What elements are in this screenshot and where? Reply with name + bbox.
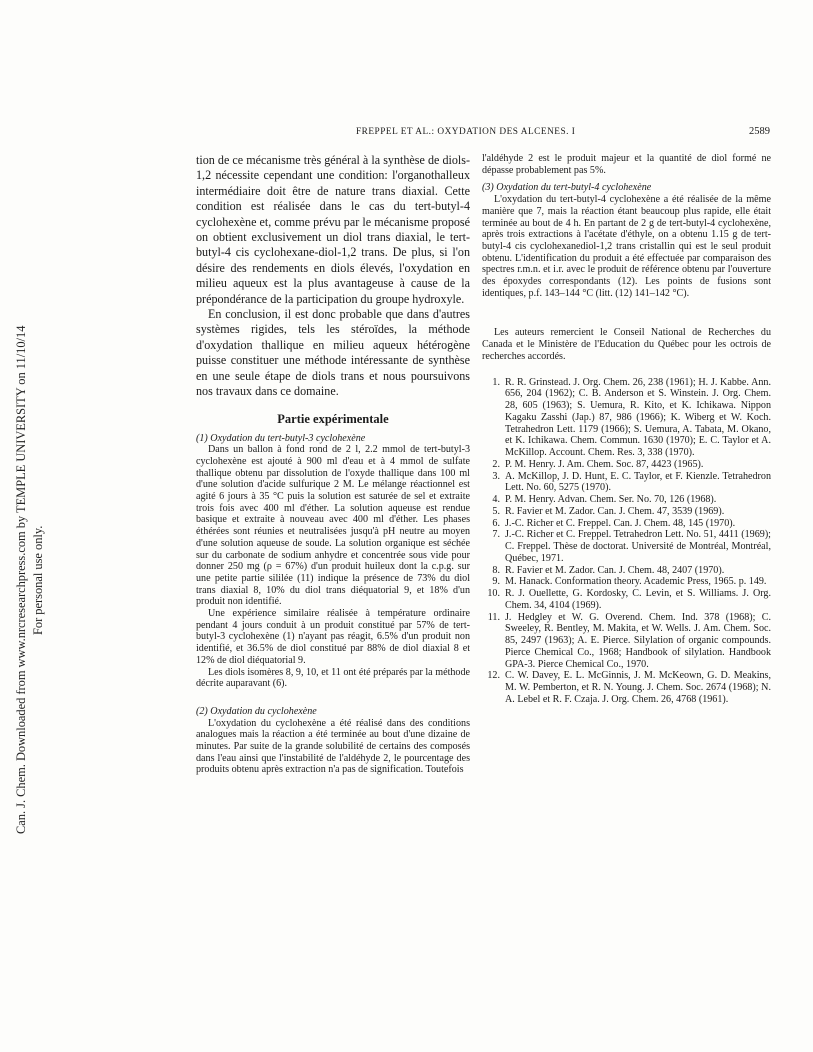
reference-number: 7. bbox=[492, 529, 500, 541]
reference-number: 1. bbox=[492, 376, 500, 388]
reference-text: R. Favier et M. Zador. Can. J. Chem. 47, 3539 (1969). bbox=[505, 505, 725, 517]
reference-item bbox=[482, 459, 771, 471]
reference-item bbox=[482, 506, 771, 518]
subsection-2-continuation: l'aldéhyde 2 est le produit majeur et la quantité de diol formé ne dépasse probablement pas 5%. bbox=[482, 153, 771, 176]
acknowledgement: Les auteurs remercient le Conseil National de Recherches du Canada et le Ministère de l'Education du Québec pour les octrois de recherches accordés. bbox=[482, 327, 771, 362]
section-heading-experimental: Partie expérimentale bbox=[277, 411, 389, 426]
reference-number: 11. bbox=[487, 611, 500, 623]
reference-number: 10. bbox=[487, 588, 500, 600]
left-column bbox=[196, 153, 470, 776]
reference-text: M. Hanack. Conformation theory. Academic Press, 1965. p. 149. bbox=[505, 576, 767, 588]
reference-item bbox=[482, 588, 771, 612]
reference-text: C. W. Davey, E. L. McGinnis, J. M. McKeown, G. D. Meakins, M. W. Pemberton, et R. N. Young. J. Chem. Soc. 2674 (1968); N. A. Lebel et R. F. Czaja. J. Org. Chem. 26, 4768 (1961). bbox=[505, 670, 771, 705]
reference-item bbox=[482, 612, 771, 671]
reference-text: J.-C. Richer et C. Freppel. Tetrahedron Lett. No. 51, 4411 (1969); C. Freppel. Thèse de doctorat. Université de Montréal, Montréal, Québec, 1971. bbox=[505, 529, 771, 564]
reference-item bbox=[482, 670, 771, 705]
page-number: 2589 bbox=[749, 126, 770, 137]
reference-item bbox=[482, 529, 771, 564]
running-title: FREPPEL ET AL.: OXYDATION DES ALCENES. I bbox=[356, 127, 576, 137]
reference-number: 3. bbox=[492, 470, 500, 482]
subsection-1-paragraph-2: Une expérience similaire réalisée à température ordinaire pendant 4 jours conduit à un produit constitué par 57% de tert-butyl-3 cyclohexène (1) n'ayant pas réagit, 6.5% d'un produit non identifié, et 36.5% de diol constitué par 88% de diol diaxial 8 et 12% de diol diéquatorial 9. bbox=[196, 608, 470, 666]
reference-number: 6. bbox=[492, 517, 500, 529]
subsection-heading-1: (1) Oxydation du tert-butyl-3 cyclohexène bbox=[196, 432, 366, 444]
subsection-2-paragraph-1: L'oxydation du cyclohexène a été réalisé dans des conditions analogues mais la réaction a été terminée au bout d'une dizaine de minutes. Par suite de la grande solubilité de certains des composés dans l'eau ainsi que l'instabilité de l'aldéhyde 2, le pourcentage des produits obtenu après extraction n'a pas de signification. Toutefois bbox=[196, 717, 470, 776]
reference-item bbox=[482, 576, 771, 588]
subsection-1-paragraph-1: Dans un ballon à fond rond de 2 l, 2.2 mmol de tert-butyl-3 cyclohexène est ajouté à 900 ml d'eau et à 4 mmol de sulfate thallique obtenu par dissolution de l'oxyde thallique dans 100 ml d'une solution d'acide sulfurique 2 M. Le mélange réactionnel est agité 6 jours à 35 °C puis la solution est saturée de sel et extraite trois fois avec 400 ml d'éther. La solution aqueuse est rendue basique et extraite à nouveau avec 400 ml d'éther. Les phases éthérées sont réunies et neutralisées jusqu'à pH neutre au moyen d'une solution aqueuse de soude. La solution organique est séchée sur du carbonate de sodium anhydre et concentrée sous vide pour donner 250 mg (ρ = 67%) d'un produit huileux dont la c.p.g. sur une petite partie sililée (11) indique la présence de 73% du diol trans diaxial 8, 10% du diol trans diéquatorial 9, et 18% d'un produit non identifié. bbox=[196, 444, 470, 608]
reference-text: J.-C. Richer et C. Freppel. Can. J. Chem. 48, 145 (1970). bbox=[505, 517, 736, 529]
reference-item bbox=[482, 565, 771, 577]
reference-text: P. M. Henry. J. Am. Chem. Soc. 87, 4423 (1965). bbox=[505, 458, 704, 470]
subsection-1-paragraph-3: Les diols isomères 8, 9, 10, et 11 ont été préparés par la méthode décrite auparavant (6). bbox=[196, 666, 470, 690]
subsection-heading-3: (3) Oxydation du tert-butyl-4 cyclohexène bbox=[482, 182, 652, 194]
intro-paragraph: tion de ce mécanisme très général à la synthèse de diols-1,2 nécessite cependant une condition: l'organothalleux intermédiaire doit être de nature trans diaxial. Cette condition est réalisée dans le cas du tert-butyl-4 cyclohexène et, comme prévu par le mécanisme proposé on obtient exclusivement un diol trans diaxial, le tert-butyl-4 cis cyclohexane-diol-1,2 trans. De plus, si l'on désire des rendements en diols élevés, l'oxydation en milieu aqueux est la plus avantageuse à cause de la prépondérance de la participation du groupe hydroxyle. bbox=[196, 153, 470, 306]
subsection-heading-2: (2) Oxydation du cyclohexène bbox=[196, 705, 317, 717]
page-header bbox=[196, 127, 770, 141]
reference-list bbox=[482, 377, 771, 706]
reference-text: P. M. Henry. Advan. Chem. Ser. No. 70, 126 (1968). bbox=[505, 494, 717, 506]
reference-item bbox=[482, 471, 771, 495]
download-watermark bbox=[2, 150, 58, 1010]
reference-text: J. Hedgley et W. G. Overend. Chem. Ind. 378 (1968); C. Sweeley, R. Bentley, M. Makita, et W. Wells. J. Am. Chem. Soc. 85, 2497 (1963); A. E. Pierce. Silylation of organic compounds. Pierce Chemical Co., 1968; Handbook of silylation. Handbook GPA-3. Pierce Chemical Co., 1970. bbox=[505, 611, 771, 670]
reference-text: A. McKillop, J. D. Hunt, E. C. Taylor, et F. Kienzle. Tetrahedron Lett. No. 60, 5275 (1970). bbox=[505, 470, 771, 494]
reference-item bbox=[482, 518, 771, 530]
subsection-3-paragraph-1: L'oxydation du tert-butyl-4 cyclohexène a été réalisée de la même manière que 7, mais la réaction étant beaucoup plus rapide, elle était terminée au bout de 4 h. En partant de 2 g de tert-butyl-4 cyclohexène, après trois extractions à l'acétate d'éthyle, on a obtenu 1.15 g de tert-butyl-4 cis cyclohexanediol-1,2 trans cristallin qui est le seul produit obtenu. L'identification du produit a été effectuée par comparaison des spectres r.m.n. et i.r. avec le produit de référence obtenu par l'ouverture des époxydes correspondants (12). Les points de fusions sont identiques, p.f. 143–144 °C (litt. (12) 141–142 °C). bbox=[482, 194, 771, 299]
watermark-line-2: For personal use only. bbox=[31, 525, 45, 635]
reference-text: R. Favier et M. Zador. Can. J. Chem. 48, 2407 (1970). bbox=[505, 564, 725, 576]
right-column bbox=[482, 153, 771, 706]
reference-text: R. J. Ouellette, G. Kordosky, C. Levin, et S. Williams. J. Org. Chem. 34, 4104 (1969). bbox=[505, 588, 771, 611]
reference-number: 12. bbox=[487, 670, 500, 682]
reference-number: 4. bbox=[492, 494, 500, 506]
reference-number: 5. bbox=[492, 505, 500, 517]
reference-number: 2. bbox=[492, 458, 500, 470]
reference-item bbox=[482, 377, 771, 459]
watermark-line-1: Can. J. Chem. Downloaded from www.nrcresearchpress.com by TEMPLE UNIVERSITY on 11/10/14 bbox=[14, 325, 28, 835]
conclusion-paragraph: En conclusion, il est donc probable que dans d'autres systèmes rigides, tels les stéroïdes, la méthode d'oxydation thallique en milieu aqueux hétérogène puisse constituer une méthode intéressante de synthèse en une seule étape de diols trans et nous poursuivons nos travaux dans ce domaine. bbox=[196, 307, 470, 399]
reference-text: R. R. Grinstead. J. Org. Chem. 26, 238 (1961); H. J. Kabbe. Ann. 656, 204 (1962); C. B. Anderson et S. Winstein. J. Org. Chem. 28, 605 (1963); S. Uemura, R. Kito, et K. Ichikawa. Nippon Kagaku Zasshi (Jap.) 87, 986 (1966); K. Wiberg et W. Koch. Tetrahedron Lett. 1179 (1966); S. Uemura, A. Tabata, M. Okano, et K. Ichikawa. Chem. Commun. 1630 (1970); E. C. Taylor et A. McKillop. Account. Chem. Res. 3, 338 (1970). bbox=[505, 376, 771, 459]
reference-number: 8. bbox=[492, 564, 500, 576]
reference-number: 9. bbox=[492, 576, 500, 588]
reference-item bbox=[482, 494, 771, 506]
